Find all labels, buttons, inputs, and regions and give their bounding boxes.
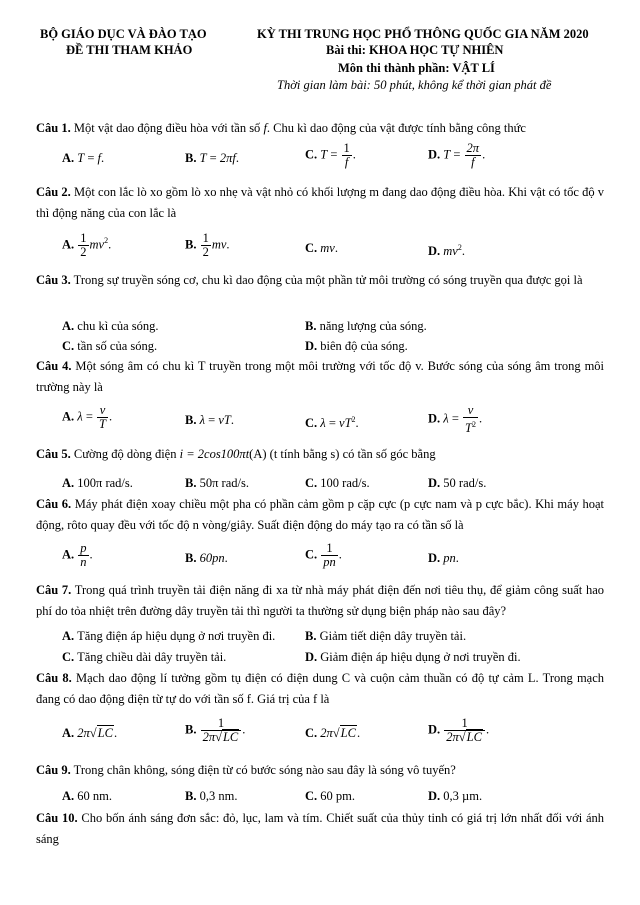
option-a[interactable]: [62, 232, 111, 259]
option-letter: B.: [185, 722, 197, 737]
option-c[interactable]: C. 2π√LC.: [305, 726, 361, 740]
question-1: [36, 118, 604, 139]
math-symbol: 60pn: [199, 551, 225, 565]
option-letter: D.: [305, 339, 318, 353]
question-6: [36, 494, 604, 536]
option-letter: B.: [185, 413, 197, 427]
option-text: tần số của sóng.: [77, 339, 158, 353]
question-9: [36, 760, 604, 781]
option-text: 100 rad/s.: [320, 476, 370, 490]
math-symbol: .: [455, 551, 459, 565]
math-symbol: T: [320, 147, 328, 162]
exam-section: Bài thi: KHOA HỌC TỰ NHIÊN: [326, 43, 504, 57]
option-text: 60 nm.: [77, 789, 113, 803]
math-symbol: 2π: [77, 726, 90, 740]
question-text: Trong quá trình truyền tải điện năng đi xa từ nhà máy phát điện đến nơi tiêu thụ, để giảm công suất hao phí do tỏa nhiệt trên đường dây truyền tải thì người ta thường sử dụng biện pháp nào sau đây?: [36, 583, 605, 618]
math-symbol: .: [113, 726, 118, 740]
fraction: $\frac{v}{T^2}$: [465, 403, 476, 436]
option-d[interactable]: [305, 338, 408, 354]
math-symbol: =: [85, 409, 93, 424]
option-c[interactable]: [305, 788, 355, 804]
option-text: năng lượng của sóng.: [319, 319, 427, 333]
question-text: Máy phát điện xoay chiều một pha có phần cảm gồm p cặp cực (p cực nam và p cực bắc). Khi máy hoạt động, rôto quay đều với tốc độ n vòng/giây. Suất điện động do máy tạo ra có tần số là: [36, 497, 605, 532]
math-symbol: mv: [89, 237, 105, 252]
math-symbol: .: [224, 551, 228, 565]
option-letter: B.: [305, 629, 317, 643]
math-symbol: .: [235, 151, 239, 165]
question-text: Trong sự truyền sóng cơ, chu kì dao động của một phần tử môi trường có sóng truyền qua được gọi là: [73, 273, 583, 287]
option-text: 50 rad/s.: [443, 476, 487, 490]
option-text: 0,3 nm.: [199, 789, 238, 803]
math-symbol: LC: [97, 726, 113, 740]
question-8: [36, 668, 604, 710]
option-a[interactable]: [62, 150, 104, 166]
math-symbol: .: [461, 244, 465, 259]
option-d[interactable]: [428, 475, 486, 491]
question-label: Câu 8.: [36, 671, 72, 685]
math-symbol: T: [199, 151, 207, 165]
question-text: . Chu kì dao động của vật được tính bằng công thức: [266, 121, 526, 135]
question-label: Câu 6.: [36, 497, 72, 511]
math-symbol: λ: [320, 416, 326, 431]
option-letter: A.: [62, 629, 75, 643]
option-text: 50π rad/s.: [199, 476, 249, 490]
option-d[interactable]: [428, 717, 489, 744]
math-expression: i = 2cos100πt: [179, 447, 250, 461]
option-a[interactable]: [62, 788, 112, 804]
option-b[interactable]: [185, 550, 228, 566]
option-letter: A.: [62, 237, 75, 252]
math-symbol: .: [352, 147, 356, 162]
fraction: $\frac{1}{2}$: [80, 231, 87, 259]
fraction: $\frac{2\pi}{f}$: [466, 141, 480, 169]
fraction: $\frac{v}{T}$: [99, 403, 106, 431]
math-symbol: .: [108, 409, 113, 424]
math-symbol: f: [97, 151, 102, 165]
option-letter: D.: [428, 722, 441, 737]
option-b[interactable]: [305, 628, 466, 644]
math-symbol: λ: [199, 413, 206, 427]
option-letter: C.: [305, 416, 318, 431]
option-letter: C.: [305, 789, 318, 803]
question-text: Một sóng âm có chu kì T truyền trong một môi trường với tốc độ v. Bước sóng của sóng âm trong môi trường này là: [36, 359, 605, 394]
math-symbol: .: [356, 726, 361, 740]
math-symbol: T: [77, 151, 85, 165]
math-symbol: mv: [443, 244, 458, 259]
math-symbol: mv: [320, 241, 335, 255]
option-letter: D.: [428, 551, 441, 565]
option-b[interactable]: [185, 475, 249, 491]
math-symbol: .: [334, 241, 338, 255]
option-letter: A.: [62, 151, 75, 165]
option-d[interactable]: [305, 649, 521, 665]
math-symbol: .: [482, 147, 486, 162]
math-symbol: 2: [351, 415, 356, 424]
question-2: [36, 182, 604, 224]
question-label: Câu 9.: [36, 763, 71, 777]
option-letter: D.: [428, 244, 441, 259]
math-symbol: pn: [443, 551, 456, 565]
question-text: Trong chân không, sóng điện từ có bước sóng nào sau đây là sóng vô tuyến?: [73, 763, 456, 777]
math-symbol: .: [230, 413, 234, 427]
option-c[interactable]: [305, 240, 338, 256]
math-symbol: =: [330, 147, 338, 162]
option-a[interactable]: [62, 628, 275, 644]
option-letter: B.: [185, 151, 197, 165]
question-label: Câu 3.: [36, 273, 71, 287]
option-b[interactable]: [185, 232, 230, 259]
option-a[interactable]: [62, 542, 93, 569]
option-d[interactable]: [428, 142, 485, 169]
fraction: $\frac{1}{f}$: [343, 141, 350, 169]
option-c[interactable]: [62, 338, 157, 354]
option-text: 100π rad/s.: [77, 476, 133, 490]
question-label: Câu 1.: [36, 121, 71, 135]
math-symbol: .: [338, 547, 342, 562]
option-text: Tăng điện áp hiệu dụng ở nơi truyền đi.: [77, 629, 276, 643]
paper-type: ĐỀ THI THAM KHẢO: [66, 43, 193, 57]
option-a[interactable]: [62, 318, 159, 334]
option-letter: D.: [428, 147, 441, 162]
option-text: chu kì của sóng.: [77, 319, 159, 333]
option-letter: C.: [305, 476, 318, 490]
question-5: [36, 444, 604, 465]
math-symbol: .: [485, 722, 490, 737]
option-letter: A.: [62, 476, 75, 490]
option-letter: C.: [62, 650, 75, 664]
math-symbol: .: [89, 547, 93, 562]
option-letter: D.: [428, 411, 441, 426]
option-d[interactable]: [428, 240, 465, 259]
math-symbol: .: [478, 411, 483, 426]
option-text: 60 pm.: [320, 789, 356, 803]
question-text: Cho bốn ánh sáng đơn sắc: đỏ, lục, lam và tím. Chiết suất của thủy tinh có giá trị lớn nhất đối với ánh sáng: [36, 811, 604, 846]
math-symbol: LC: [340, 726, 356, 740]
math-symbol: .: [108, 237, 112, 252]
option-d[interactable]: [428, 550, 459, 566]
option-b[interactable]: [185, 412, 234, 428]
option-text: Giảm tiết diện dây truyền tải.: [319, 629, 467, 643]
math-symbol: vT: [339, 416, 352, 431]
question-text: Một con lắc lò xo gồm lò xo nhẹ và vật nhỏ có khối lượng m đang dao động điều hòa. Khi vật có tốc độ v thì động năng của con lắc là: [36, 185, 605, 220]
math-symbol: .: [226, 237, 230, 252]
question-label: Câu 5.: [36, 447, 71, 461]
option-letter: B.: [185, 789, 197, 803]
option-letter: A.: [62, 726, 75, 740]
math-symbol: vT: [218, 413, 231, 427]
math-symbol: (A): [249, 447, 267, 461]
option-text: biên độ của sóng.: [320, 339, 408, 353]
option-a[interactable]: [62, 475, 133, 491]
math-symbol: f: [263, 121, 267, 135]
question-label: Câu 7.: [36, 583, 72, 597]
question-3: [36, 270, 604, 291]
option-d[interactable]: [428, 404, 482, 435]
option-letter: C.: [305, 241, 318, 255]
option-letter: A.: [62, 319, 75, 333]
fraction: $\frac{1}{2\pi√LC}$: [201, 717, 242, 744]
exam-name: KỲ THI TRUNG HỌC PHỔ THÔNG QUỐC GIA NĂM 2020: [257, 27, 589, 41]
option-b[interactable]: [185, 150, 239, 166]
option-text: Giảm điện áp hiệu dụng ở nơi truyền đi.: [320, 650, 521, 664]
fraction: $\frac{p}{n}$: [80, 541, 87, 569]
option-c[interactable]: [305, 475, 370, 491]
math-symbol: =: [208, 413, 216, 427]
option-letter: C.: [305, 147, 318, 162]
option-letter: A.: [62, 409, 75, 424]
option-letter: C.: [305, 547, 318, 562]
option-c[interactable]: [305, 412, 359, 431]
math-symbol: 2: [104, 236, 109, 246]
math-symbol: 2π: [219, 151, 233, 165]
option-letter: A.: [62, 547, 75, 562]
math-symbol: .: [101, 151, 105, 165]
option-letter: A.: [62, 789, 75, 803]
question-text: Một vật dao động điều hòa với tần số: [73, 121, 261, 135]
question-text: Cường độ dòng điện: [73, 447, 177, 461]
option-letter: D.: [428, 476, 441, 490]
option-letter: C.: [305, 726, 318, 740]
option-letter: B.: [185, 476, 197, 490]
question-label: Câu 10.: [36, 811, 78, 825]
math-symbol: =: [87, 151, 95, 165]
option-text: 0,3 µm.: [443, 789, 483, 803]
question-text: Mạch dao động lí tưởng gồm tụ điện có điện dung C và cuộn cảm thuần có độ tự cảm L. Trong mạch đang có dao động điện từ tự do với tần số f. Giá trị của f là: [36, 671, 605, 706]
math-symbol: =: [453, 147, 461, 162]
math-symbol: =: [451, 411, 459, 426]
question-4: [36, 356, 604, 398]
fraction: $\frac{1}{pn}$: [323, 541, 336, 569]
option-letter: B.: [305, 319, 317, 333]
option-c[interactable]: [305, 142, 356, 169]
math-symbol: f: [232, 151, 236, 165]
math-symbol: .: [242, 722, 246, 737]
option-text: Tăng chiều dài dây truyền tải.: [77, 650, 227, 664]
option-c[interactable]: [305, 542, 342, 569]
math-symbol: =: [328, 416, 336, 431]
option-a[interactable]: A. 2π√LC.: [62, 726, 118, 740]
math-symbol: .: [355, 416, 359, 431]
option-b[interactable]: [185, 788, 237, 804]
fraction: $\frac{1}{2\pi√LC}$: [444, 717, 485, 744]
option-letter: B.: [185, 551, 197, 565]
math-symbol: =: [209, 151, 217, 165]
question-label: Câu 2.: [36, 185, 71, 199]
question-7: [36, 580, 604, 622]
option-letter: C.: [62, 339, 75, 353]
ministry-name: BỘ GIÁO DỤC VÀ ĐÀO TẠO: [40, 27, 207, 41]
exam-duration: Thời gian làm bài: 50 phút, không kể thời gian phát đề: [277, 78, 552, 92]
question-10: [36, 808, 604, 850]
option-letter: D.: [428, 789, 441, 803]
option-c[interactable]: [62, 649, 226, 665]
question-label: Câu 4.: [36, 359, 72, 373]
fraction: $\frac{1}{2}$: [202, 231, 209, 259]
option-b[interactable]: [185, 717, 245, 744]
math-symbol: 2: [457, 243, 462, 252]
question-text: (t tính bằng s) có tần số góc bằng: [269, 447, 436, 461]
option-letter: B.: [185, 237, 197, 252]
math-symbol: mv: [211, 237, 227, 252]
option-b[interactable]: [305, 318, 427, 334]
option-d[interactable]: [428, 788, 482, 804]
option-a[interactable]: [62, 404, 112, 431]
option-letter: D.: [305, 650, 318, 664]
math-symbol: λ: [443, 411, 449, 426]
math-symbol: 2π: [320, 726, 333, 740]
math-symbol: λ: [77, 409, 83, 424]
math-symbol: T: [443, 147, 451, 162]
exam-subject: Môn thi thành phần: VẬT LÍ: [338, 61, 495, 75]
